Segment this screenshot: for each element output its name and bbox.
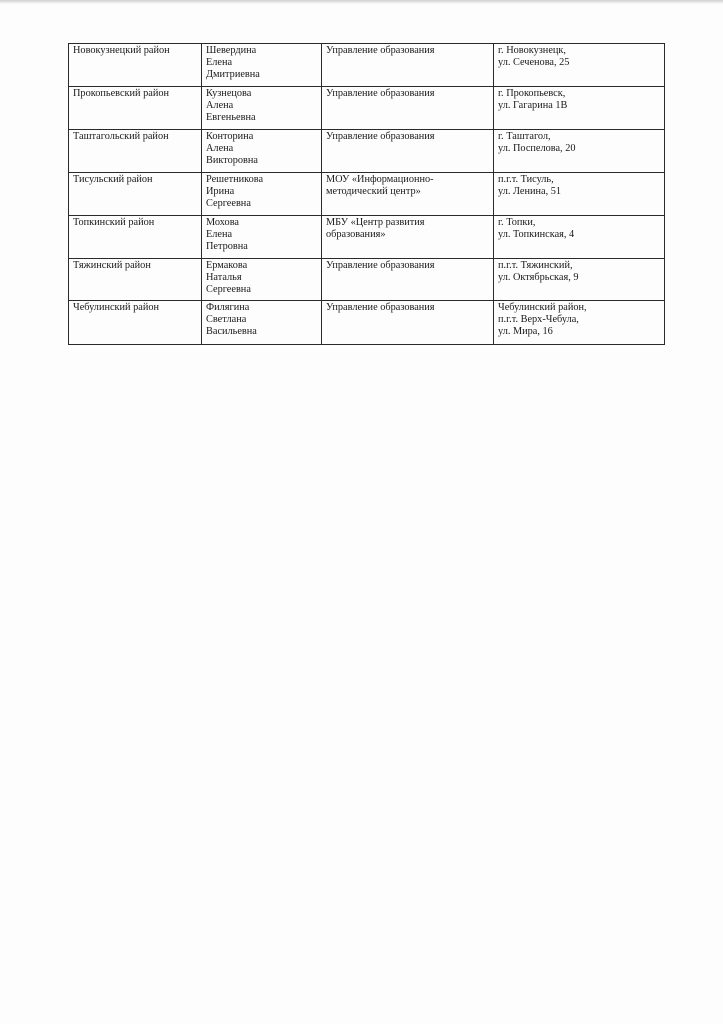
district-cell — [69, 87, 202, 130]
address-line: п.г.т. Верх-Чебула, — [498, 314, 579, 325]
address-line: г. Прокопьевск, — [498, 88, 566, 99]
org-line: МОУ «Информационно- — [326, 174, 434, 185]
person-surname: Кузнецова — [206, 88, 252, 99]
person-cell — [202, 216, 322, 259]
address-cell — [494, 130, 665, 173]
contacts-table — [68, 43, 665, 345]
person-first-name: Ирина — [206, 186, 235, 197]
org-line: Управление образования — [326, 45, 435, 56]
address-line: ул. Ленина, 51 — [498, 186, 562, 197]
person-surname: Конторина — [206, 131, 254, 142]
district-name: Тисульский район — [73, 174, 153, 185]
person-patronymic: Дмитриевна — [206, 69, 260, 80]
org-line: Управление образования — [326, 302, 435, 313]
person-patronymic: Викторовна — [206, 155, 258, 166]
table-row — [69, 173, 665, 216]
person-surname: Решетникова — [206, 174, 264, 185]
org-cell — [322, 44, 494, 87]
org-cell — [322, 259, 494, 301]
org-cell — [322, 130, 494, 173]
address-cell — [494, 44, 665, 87]
org-cell — [322, 173, 494, 216]
table-row — [69, 301, 665, 345]
district-cell — [69, 44, 202, 87]
org-cell — [322, 87, 494, 130]
address-line: ул. Мира, 16 — [498, 326, 553, 337]
address-line: г. Топки, — [498, 217, 536, 228]
address-line: ул. Поспелова, 20 — [498, 143, 576, 154]
person-cell — [202, 44, 322, 87]
district-cell — [69, 259, 202, 301]
district-name: Чебулинский район — [73, 302, 160, 313]
org-cell — [322, 301, 494, 345]
person-surname: Ермакова — [206, 260, 248, 271]
person-patronymic: Сергеевна — [206, 284, 251, 295]
org-line: методический центр» — [326, 186, 421, 197]
address-line: г. Таштагол, — [498, 131, 551, 142]
scan-top-edge — [0, 0, 723, 4]
person-cell — [202, 259, 322, 301]
person-first-name: Елена — [206, 57, 233, 68]
person-surname: Шевердина — [206, 45, 257, 56]
table-row — [69, 130, 665, 173]
address-line: г. Новокузнецк, — [498, 45, 566, 56]
table-row — [69, 259, 665, 301]
address-line: Чебулинский район, — [498, 302, 587, 313]
org-cell — [322, 216, 494, 259]
person-patronymic: Васильевна — [206, 326, 257, 337]
address-cell — [494, 259, 665, 301]
district-name: Прокопьевский район — [73, 88, 169, 99]
address-line: ул. Гагарина 1В — [498, 100, 568, 111]
address-cell — [494, 301, 665, 345]
person-patronymic: Евгеньевна — [206, 112, 256, 123]
address-line: ул. Октябрьская, 9 — [498, 272, 579, 283]
district-cell — [69, 301, 202, 345]
address-cell — [494, 87, 665, 130]
org-line: Управление образования — [326, 131, 435, 142]
table-row — [69, 216, 665, 259]
person-patronymic: Петровна — [206, 241, 248, 252]
person-surname: Филягина — [206, 302, 250, 313]
person-surname: Мохова — [206, 217, 239, 228]
org-line: Управление образования — [326, 88, 435, 99]
person-first-name: Алена — [206, 143, 234, 154]
district-cell — [69, 173, 202, 216]
district-cell — [69, 130, 202, 173]
person-cell — [202, 301, 322, 345]
district-cell — [69, 216, 202, 259]
person-cell — [202, 173, 322, 216]
district-name: Тяжинский район — [73, 260, 151, 271]
address-cell — [494, 216, 665, 259]
address-line: п.г.т. Тисуль, — [498, 174, 554, 185]
org-line: МБУ «Центр развития — [326, 217, 425, 228]
district-name: Топкинский район — [73, 217, 155, 228]
person-cell — [202, 87, 322, 130]
person-first-name: Светлана — [206, 314, 247, 325]
address-line: п.г.т. Тяжинский, — [498, 260, 573, 271]
table-row — [69, 87, 665, 130]
org-line: Управление образования — [326, 260, 435, 271]
person-first-name: Наталья — [206, 272, 242, 283]
table-row — [69, 44, 665, 87]
address-cell — [494, 173, 665, 216]
district-name: Таштагольский район — [73, 131, 169, 142]
address-line: ул. Сеченова, 25 — [498, 57, 570, 68]
person-first-name: Елена — [206, 229, 233, 240]
org-line: образования» — [326, 229, 386, 240]
person-cell — [202, 130, 322, 173]
person-first-name: Алена — [206, 100, 234, 111]
district-name: Новокузнецкий район — [73, 45, 170, 56]
address-line: ул. Топкинская, 4 — [498, 229, 575, 240]
person-patronymic: Сергеевна — [206, 198, 251, 209]
